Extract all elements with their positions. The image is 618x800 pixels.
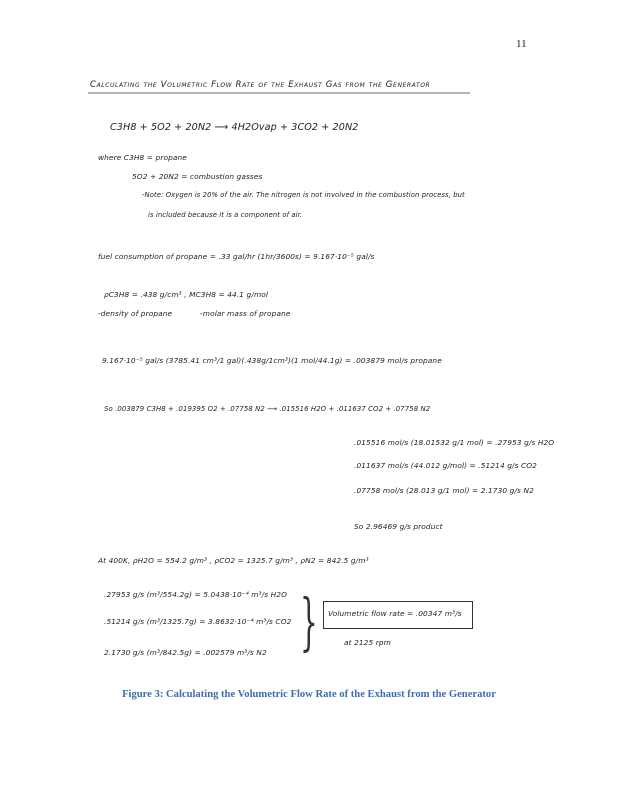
note-line-1: -Note: Oxygen is 20% of the air. The nitrogen is not involved in the combustion process, but [142,191,465,199]
n2-mass-calc: .07758 mol/s (28.013 g/1 mol) = 2.1730 g/s N2 [354,486,534,495]
molar-mass-caption: -molar mass of propane [200,309,291,318]
h2o-mass-calc: .015516 mol/s (18.01532 g/1 mol) = .27953 g/s H2O [354,438,555,447]
density-line: ρC3H8 = .438 g/cm³ , MC3H8 = 44.1 g/mol [104,290,269,299]
note-line-2: is included because it is a component of air. [148,211,303,219]
where-line: where C3H8 = propane [98,153,187,162]
fuel-consumption-line: fuel consumption of propane = .33 gal/hr (1hr/3600s) = 9.167·10⁻⁵ gal/s [98,252,375,261]
densities-at-400k: At 400K, ρH2O = 554.2 g/m³ , ρCO2 = 1325.7 g/m³ , ρN2 = 842.5 g/m³ [98,556,369,565]
sum-brace: } [300,585,318,658]
co2-mass-calc: .011637 mol/s (44.012 g/mol) = .51214 g/s CO2 [354,461,537,470]
density-caption: -density of propane [98,309,173,318]
product-total: So 2.96469 g/s product [354,522,443,531]
rpm-note: at 2125 rpm [344,638,391,647]
figure-caption: Figure 3: Calculating the Volumetric Flow Rate of the Exhaust from the Generator [122,689,496,700]
n2-volume-calc: 2.1730 g/s (m³/842.5g) = .002579 m³/s N2 [104,648,267,657]
volumetric-flow-result: Volumetric flow rate = .00347 m³/s [328,609,462,618]
combustion-reaction: C3H8 + 5O2 + 20N2 ⟶ 4H2Ovap + 3CO2 + 20N2 [110,122,359,133]
propane-molar-calc: 9.167·10⁻⁵ gal/s (3785.41 cm³/1 gal)(.438g/1cm³)(1 mol/44.1g) = .003879 mol/s propane [102,356,442,365]
handwritten-title: Calculating the Volumetric Flow Rate of the Exhaust Gas from the Generator [90,80,431,90]
co2-volume-calc-text: .51214 g/s (m³/1325.7g) = 3.8632·10⁻⁴ m³/s CO2 [104,617,292,626]
combustion-gasses-line: 5O2 + 20N2 = combustion gasses [132,172,263,181]
page-number: 11 [516,38,527,50]
h2o-volume-calc: .27953 g/s (m³/554.2g) = 5.0438·10⁻⁴ m³/s H2O [104,590,288,599]
reaction-with-moles: So .003879 C3H8 + .019395 O2 + .07758 N2 ⟶ .015516 H2O + .011637 CO2 + .07758 N2 [104,405,431,413]
